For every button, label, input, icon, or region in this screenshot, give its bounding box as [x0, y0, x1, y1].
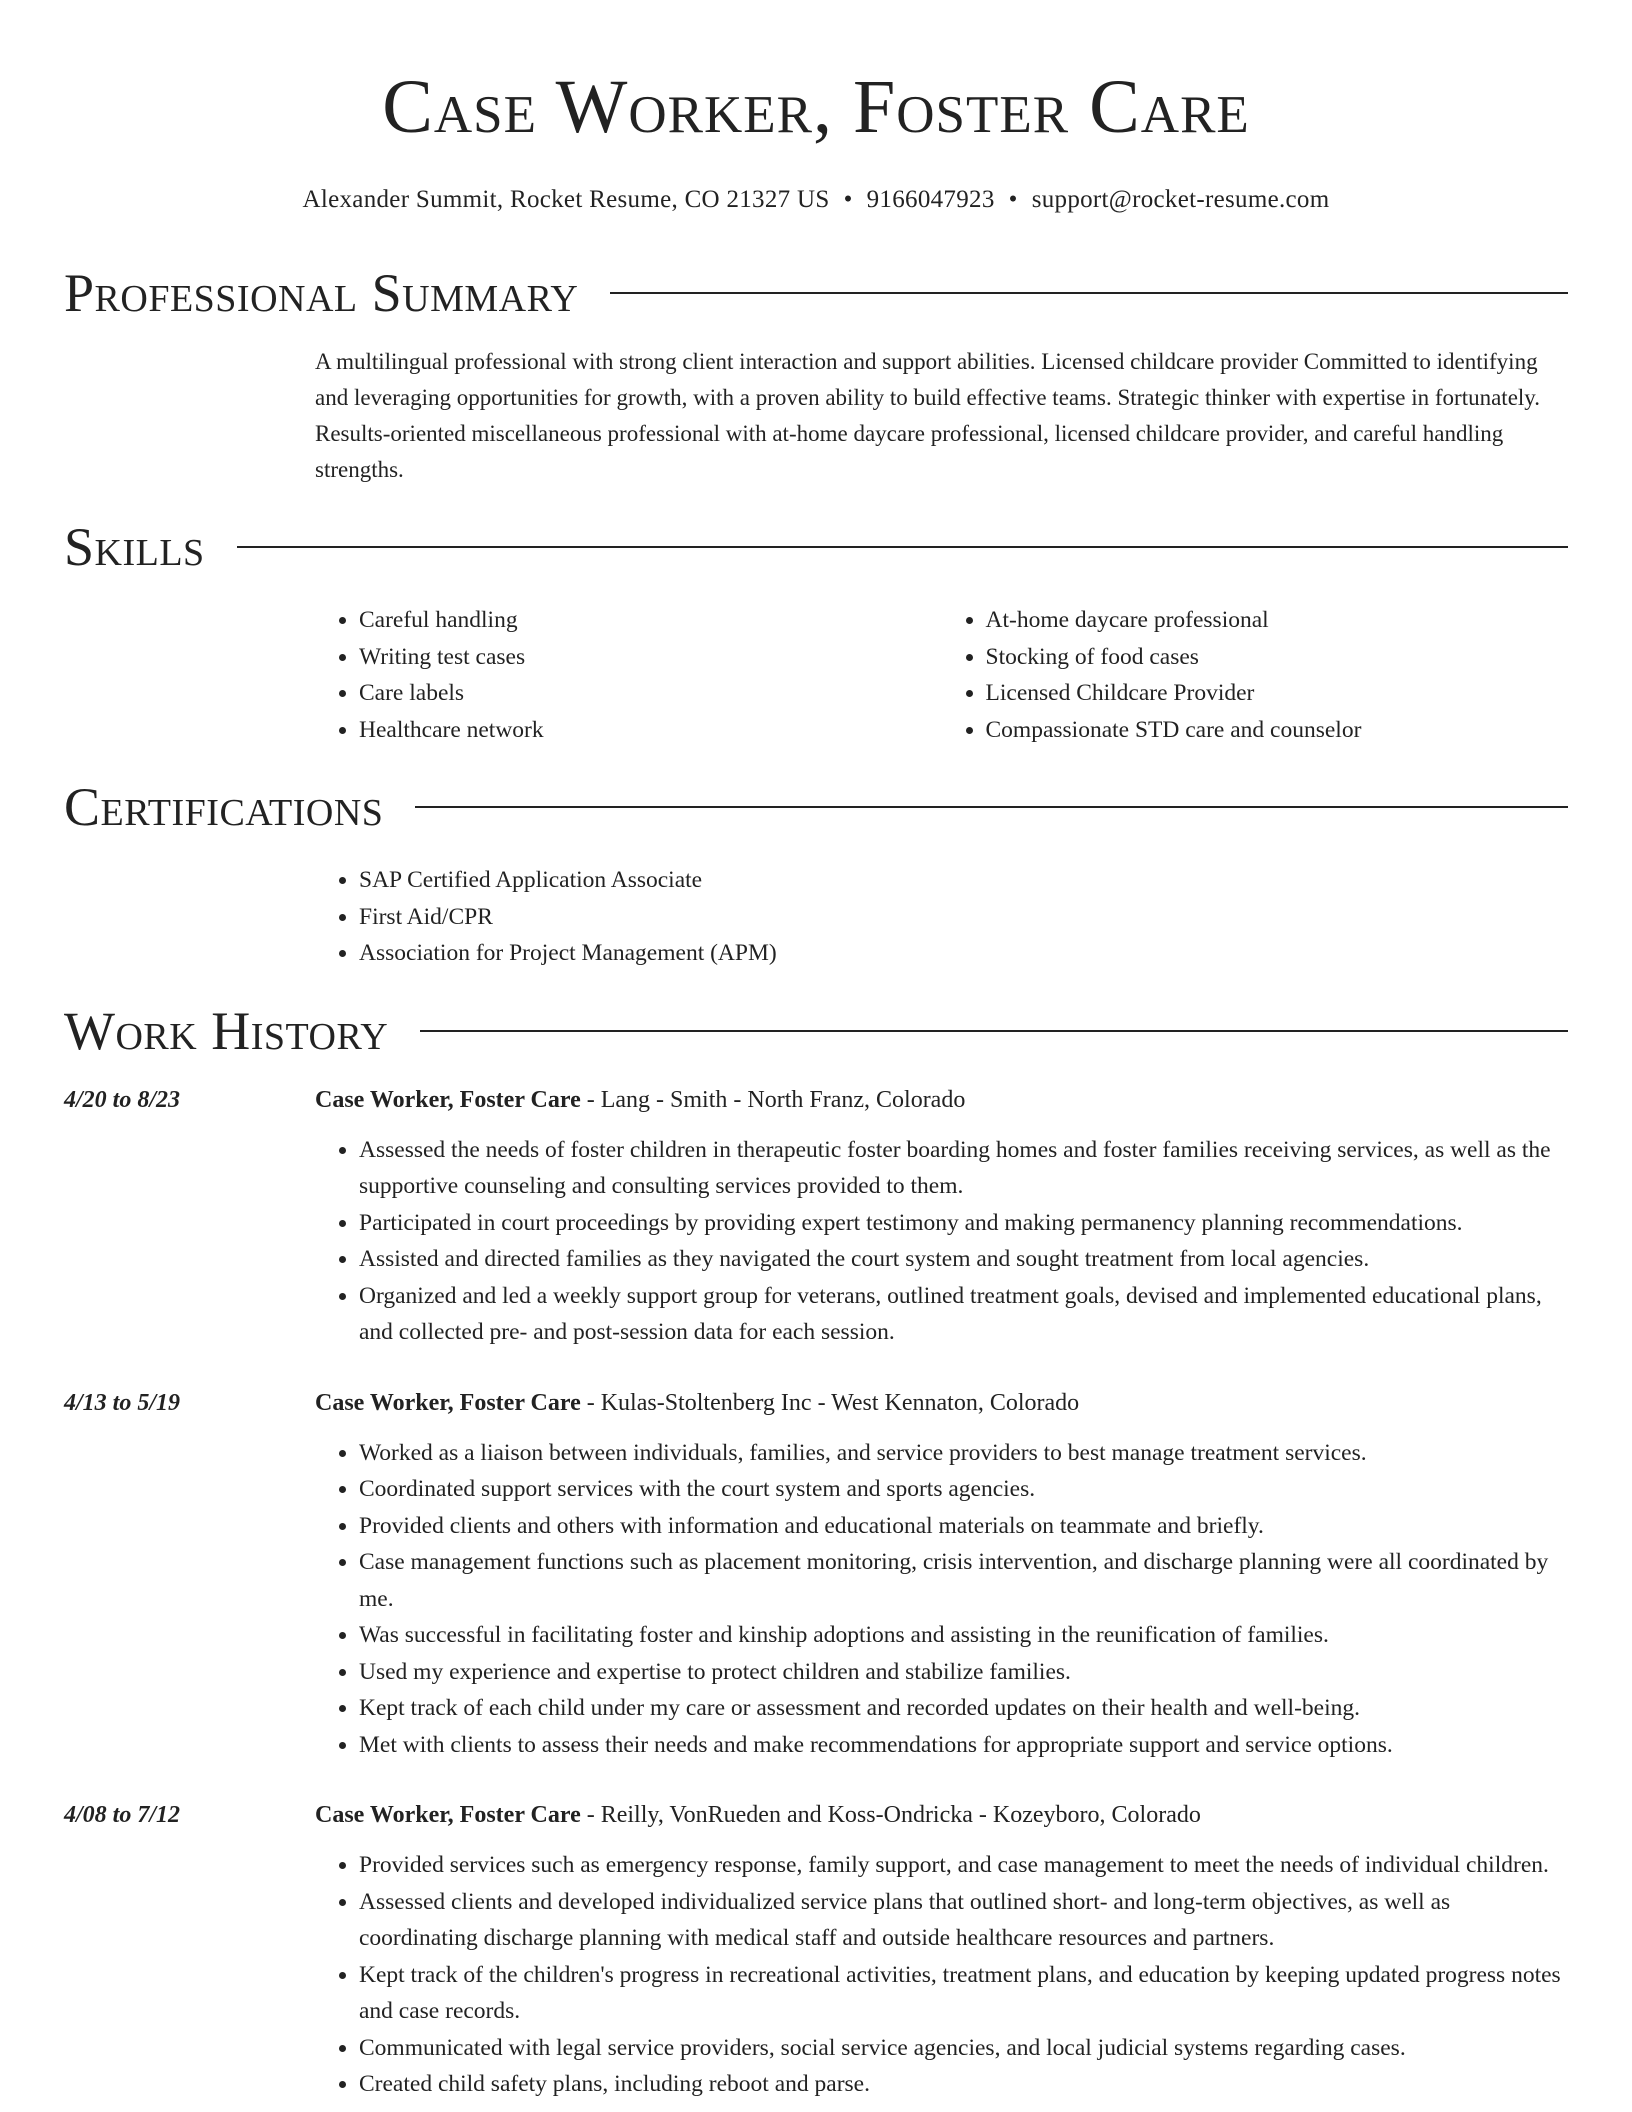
contact-phone: 9166047923 [866, 186, 995, 213]
certifications-section-title: Certifications [64, 777, 384, 837]
job-bullet: • Assisted and directed families as they navigated the court system and sought treatment from local agencies. [359, 1241, 1568, 1278]
job-bullet: • Was successful in facilitating foster and kinship adoptions and assisting in the reunification of families. [359, 1617, 1568, 1654]
summary-section-header [64, 262, 1568, 324]
job-heading [315, 1385, 1568, 1421]
job-bullet: • Assessed clients and developed individualized service plans that outlined short- and long-term objectives, as well as coordinating discharge planning with medical staff and outside healthcare resources and partners. [359, 1884, 1568, 1957]
skill-item: • Careful handling [359, 602, 942, 639]
skill-item: • Writing test cases [359, 639, 942, 676]
contact-separator: • [843, 186, 853, 213]
resume-page [64, 0, 1568, 2103]
job-company: - Reilly, VonRueden and Koss-Ondricka - Kozeyboro, Colorado [580, 1802, 1201, 1828]
job-dates: 4/20 to 8/23 [64, 1086, 181, 1113]
job-bullet: • Worked as a liaison between individuals, families, and service providers to best manage treatment services. [359, 1435, 1568, 1472]
job-company: - Lang - Smith - North Franz, Colorado [580, 1086, 966, 1113]
skills-section-title: Skills [64, 517, 205, 577]
contact-email[interactable]: support@rocket-resume.com [1031, 186, 1330, 213]
job-bullet: • Provided services such as emergency response, family support, and case management to meet the needs of individual children. [359, 1847, 1568, 1884]
candidate-name: Case Worker, Foster Care [382, 65, 1250, 149]
job-bullet: • Kept track of each child under my care or assessment and recorded updates on their health and well-being. [359, 1690, 1568, 1727]
work-section-header [64, 1000, 1568, 1062]
skill-item: • Healthcare network [359, 712, 942, 749]
job-bullet: • Met with clients to assess their needs and make recommendations for appropriate support and service options. [359, 1727, 1568, 1764]
job-title: Case Worker, Foster Care [315, 1802, 581, 1828]
skills-list-right [942, 602, 1569, 748]
certifications-list [315, 862, 1568, 972]
skill-item: • Care labels [359, 675, 942, 712]
summary-text: A multilingual professional with strong client interaction and support abilities. Licensed childcare provider Committed to identifying and leveraging opportunities for growth, with a proven ability to build effective teams. Strategic thinker with expertise in fortunately. Results-oriented miscellaneous professional with at-home daycare professional, licensed childcare provider, and careful handling strengths. [315, 349, 1541, 482]
job-bullet: • Coordinated support services with the court system and sports agencies. [359, 1471, 1568, 1508]
skill-item: • Stocking of food cases [986, 639, 1569, 676]
job-bullet: • Participated in court proceedings by providing expert testimony and making permanency planning recommendations. [359, 1205, 1568, 1242]
certifications-section-header [64, 776, 1568, 838]
section-divider [415, 806, 1568, 808]
certification-item: • Association for Project Management (APM) [359, 935, 1568, 972]
job-dates: 4/08 to 7/12 [64, 1802, 181, 1828]
skill-item: • At-home daycare professional [986, 602, 1569, 639]
section-divider [420, 1030, 1568, 1032]
job-bullet: • Kept track of the children's progress in recreational activities, treatment plans, and education by keeping updated progress notes and case records. [359, 1957, 1568, 2030]
job-entry [64, 1797, 1568, 2103]
contact-address: Alexander Summit, Rocket Resume, CO 21327 US [302, 186, 830, 213]
job-bullet: • Case management functions such as placement monitoring, crisis intervention, and discharge planning were all coordinated by me. [359, 1544, 1568, 1617]
job-entry [64, 1385, 1568, 1764]
job-bullet: • Organized and led a weekly support group for veterans, outlined treatment goals, devised and implemented educational plans, and collected pre- and post-session data for each session. [359, 1278, 1568, 1351]
skill-item: • Licensed Childcare Provider [986, 675, 1569, 712]
job-entry [64, 1082, 1568, 1351]
skill-item: • Compassionate STD care and counselor [986, 712, 1569, 749]
job-title: Case Worker, Foster Care [315, 1389, 581, 1416]
certifications-body [315, 862, 1568, 972]
section-divider [237, 546, 1568, 548]
work-section-title: Work History [64, 1000, 389, 1061]
contact-separator: • [1008, 186, 1018, 213]
job-bullets [315, 1132, 1568, 1351]
job-bullet: • Communicated with legal service providers, social service agencies, and local judicial systems regarding cases. [359, 2030, 1568, 2067]
skills-grid [315, 602, 1568, 748]
job-bullet: • Assessed the needs of foster children in therapeutic foster boarding homes and foster families receiving services, as well as the supportive counseling and consulting services provided to them. [359, 1132, 1568, 1205]
job-title: Case Worker, Foster Care [315, 1086, 581, 1113]
section-divider [610, 292, 1568, 294]
summary-section-title: Professional Summary [64, 263, 579, 323]
skills-body [315, 602, 1568, 748]
job-heading [315, 1797, 1568, 1833]
contact-line [64, 184, 1568, 216]
skills-list-left [315, 602, 942, 748]
certification-item: • First Aid/CPR [359, 899, 1568, 936]
job-bullet: • Created child safety plans, including reboot and parse. [359, 2066, 1568, 2103]
skills-section-header [64, 516, 1568, 578]
job-bullet: • Used my experience and expertise to protect children and stabilize families. [359, 1654, 1568, 1691]
job-dates: 4/13 to 5/19 [64, 1389, 181, 1416]
job-heading [315, 1082, 1568, 1118]
job-bullets [315, 1435, 1568, 1764]
certification-item: • SAP Certified Application Associate [359, 862, 1568, 899]
job-bullet: • Provided clients and others with information and educational materials on teammate and briefly. [359, 1508, 1568, 1545]
job-company: - Kulas-Stoltenberg Inc - West Kennaton, Colorado [580, 1389, 1080, 1416]
job-bullets [315, 1847, 1568, 2103]
